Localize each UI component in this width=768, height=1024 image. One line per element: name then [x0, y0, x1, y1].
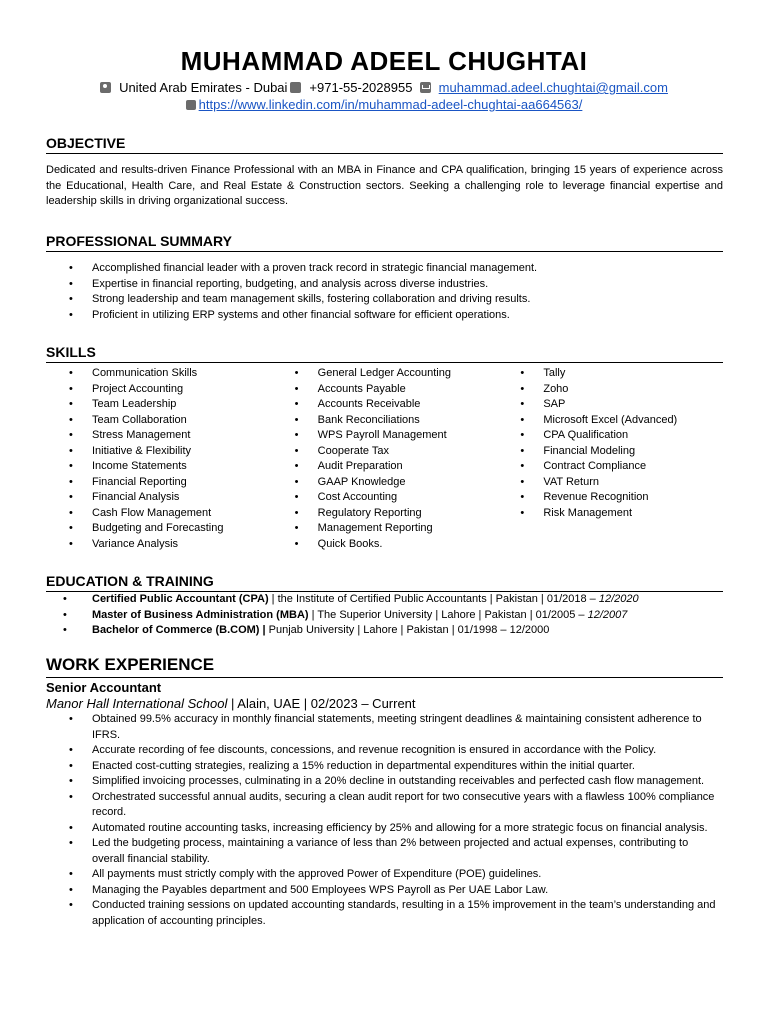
employer-name: Manor Hall International School	[46, 696, 228, 711]
skill-item: • Tally	[497, 366, 723, 382]
summary-heading: PROFESSIONAL SUMMARY	[46, 233, 723, 252]
objective-section	[46, 135, 723, 210]
education-degree: Master of Business Administration (MBA)	[92, 608, 309, 621]
skill-item: • Cooperate Tax	[272, 444, 498, 460]
work-duties-list	[46, 712, 723, 929]
phone-text: +971-55-2028955	[309, 80, 413, 95]
objective-text: Dedicated and results-driven Finance Professional with an MBA in Finance and CPA qualification, bringing 15 years of experience across the Educational, Health Care, and Real Estate & Construction sectors. Seeking a challenging role to leverage financial expertise and leadership skills in driving organizational success.	[46, 164, 723, 207]
work-section	[46, 655, 723, 929]
objective-heading: OBJECTIVE	[46, 135, 723, 154]
skill-item: • Income Statements	[46, 459, 272, 475]
work-duty-item: • Simplified invoicing processes, culminating in a 20% decline in outstanding receivables and perfected cash flow management.	[46, 774, 723, 790]
skill-item: • Accounts Receivable	[272, 397, 498, 413]
education-item	[46, 592, 723, 608]
skills-column-1	[46, 366, 272, 552]
work-duty-item: • Conducted training sessions on updated accounting standards, resulting in a 15% improvement in the team’s understanding and application of accounting principles.	[46, 898, 723, 929]
job-title: Senior Accountant	[46, 680, 162, 695]
skill-item: • Team Leadership	[46, 397, 272, 413]
skill-item: • CPA Qualification	[497, 428, 723, 444]
skill-item: • SAP	[497, 397, 723, 413]
summary-item: • Strong leadership and team management skills, fostering collaboration and driving results.	[46, 292, 723, 308]
skill-item: • Communication Skills	[46, 366, 272, 382]
summary-item: • Proficient in utilizing ERP systems and other financial software for efficient operations.	[46, 308, 723, 324]
job-employer-line	[46, 696, 723, 711]
work-duty-item: • Accurate recording of fee discounts, concessions, and revenue recognition is ensured in accordance with the Policy.	[46, 743, 723, 759]
skill-item: • Management Reporting	[272, 521, 498, 537]
work-duty-item: • Led the budgeting process, maintaining a variance of less than 2% between projected and actual expenses, contributing to overall financial stability.	[46, 836, 723, 867]
linkedin-link[interactable]: https://www.linkedin.com/in/muhammad-adeel-chughtai-aa664563/	[198, 97, 583, 112]
skill-item: • Contract Compliance	[497, 459, 723, 475]
skill-item: • Initiative & Flexibility	[46, 444, 272, 460]
skill-item: • Cash Flow Management	[46, 506, 272, 522]
location-text: United Arab Emirates - Dubai	[119, 80, 288, 95]
work-duty-item: • Automated routine accounting tasks, increasing efficiency by 25% and allowing for a more strategic focus on financial analysis.	[46, 821, 723, 837]
job-details: | Alain, UAE | 02/2023 – Current	[227, 696, 416, 711]
skills-column-2	[272, 366, 498, 552]
skill-item: • Financial Reporting	[46, 475, 272, 491]
skill-item: • General Ledger Accounting	[272, 366, 498, 382]
skills-column-3	[497, 366, 723, 552]
skill-item: • Accounts Payable	[272, 382, 498, 398]
skill-item: • Audit Preparation	[272, 459, 498, 475]
contact-line	[0, 80, 768, 95]
candidate-name: MUHAMMAD ADEEL CHUGHTAI	[180, 46, 588, 76]
summary-item: • Expertise in financial reporting, budgeting, and analysis across diverse industries.	[46, 277, 723, 293]
education-end-date: 12/2020	[598, 593, 639, 605]
skill-item: • Regulatory Reporting	[272, 506, 498, 522]
skill-item: • Microsoft Excel (Advanced)	[497, 413, 723, 429]
skills-section	[46, 344, 723, 552]
skill-item: • Project Accounting	[46, 382, 272, 398]
skill-item: • Risk Management	[497, 506, 723, 522]
education-item	[46, 623, 723, 639]
skill-item: • Stress Management	[46, 428, 272, 444]
location-icon	[100, 82, 111, 93]
link-icon	[186, 100, 196, 110]
work-duty-item: • Managing the Payables department and 500 Employees WPS Payroll as Per UAE Labor Law.	[46, 883, 723, 899]
skill-item: • Budgeting and Forecasting	[46, 521, 272, 537]
email-link[interactable]: muhammad.adeel.chughtai@gmail.com	[438, 80, 668, 95]
skill-item: • Revenue Recognition	[497, 490, 723, 506]
skill-item: • Bank Reconciliations	[272, 413, 498, 429]
education-heading: EDUCATION & TRAINING	[46, 573, 723, 592]
skill-item: • Financial Analysis	[46, 490, 272, 506]
skill-item: • Team Collaboration	[46, 413, 272, 429]
summary-list	[46, 261, 723, 323]
summary-section	[46, 233, 723, 323]
work-duty-item: • All payments must strictly comply with the approved Power of Expenditure (POE) guidelines.	[46, 867, 723, 883]
education-item	[46, 608, 723, 624]
work-duty-item: • Enacted cost-cutting strategies, realizing a 15% reduction in departmental expenditures within the initial quarter.	[46, 759, 723, 775]
work-duty-item: • Orchestrated successful annual audits, securing a clean audit report for two consecutive years with a flawless 100% compliance record.	[46, 790, 723, 821]
education-details: Punjab University | Lahore | Pakistan | 01/1998 – 12/2000	[265, 624, 550, 636]
education-list	[46, 592, 723, 639]
skill-item: • Zoho	[497, 382, 723, 398]
skill-item: • VAT Return	[497, 475, 723, 491]
email-icon	[420, 82, 431, 93]
skills-heading: SKILLS	[46, 344, 723, 363]
education-details: | The Superior University | Lahore | Pakistan | 01/2005 –	[308, 608, 588, 621]
skill-item: • Quick Books.	[272, 537, 498, 553]
education-degree: Certified Public Accountant (CPA)	[92, 593, 269, 605]
phone-icon	[290, 82, 301, 93]
work-duty-item: • Obtained 99.5% accuracy in monthly financial statements, meeting stringent deadlines & maintaining consistent adherence to IFRS.	[46, 712, 723, 743]
skill-item: • Cost Accounting	[272, 490, 498, 506]
education-details: | the Institute of Certified Public Accountants | Pakistan | 01/2018 –	[268, 593, 599, 605]
education-end-date: 12/2007	[587, 608, 628, 621]
linkedin-line	[0, 97, 768, 112]
skill-item: • Variance Analysis	[46, 537, 272, 553]
skills-columns	[46, 366, 723, 552]
skill-item: • WPS Payroll Management	[272, 428, 498, 444]
education-degree: Bachelor of Commerce (B.COM) |	[92, 624, 266, 636]
skill-item: • GAAP Knowledge	[272, 475, 498, 491]
summary-item: • Accomplished financial leader with a proven track record in strategic financial management.	[46, 261, 723, 277]
work-heading: WORK EXPERIENCE	[46, 655, 723, 678]
education-section	[46, 573, 723, 639]
skill-item: • Financial Modeling	[497, 444, 723, 460]
